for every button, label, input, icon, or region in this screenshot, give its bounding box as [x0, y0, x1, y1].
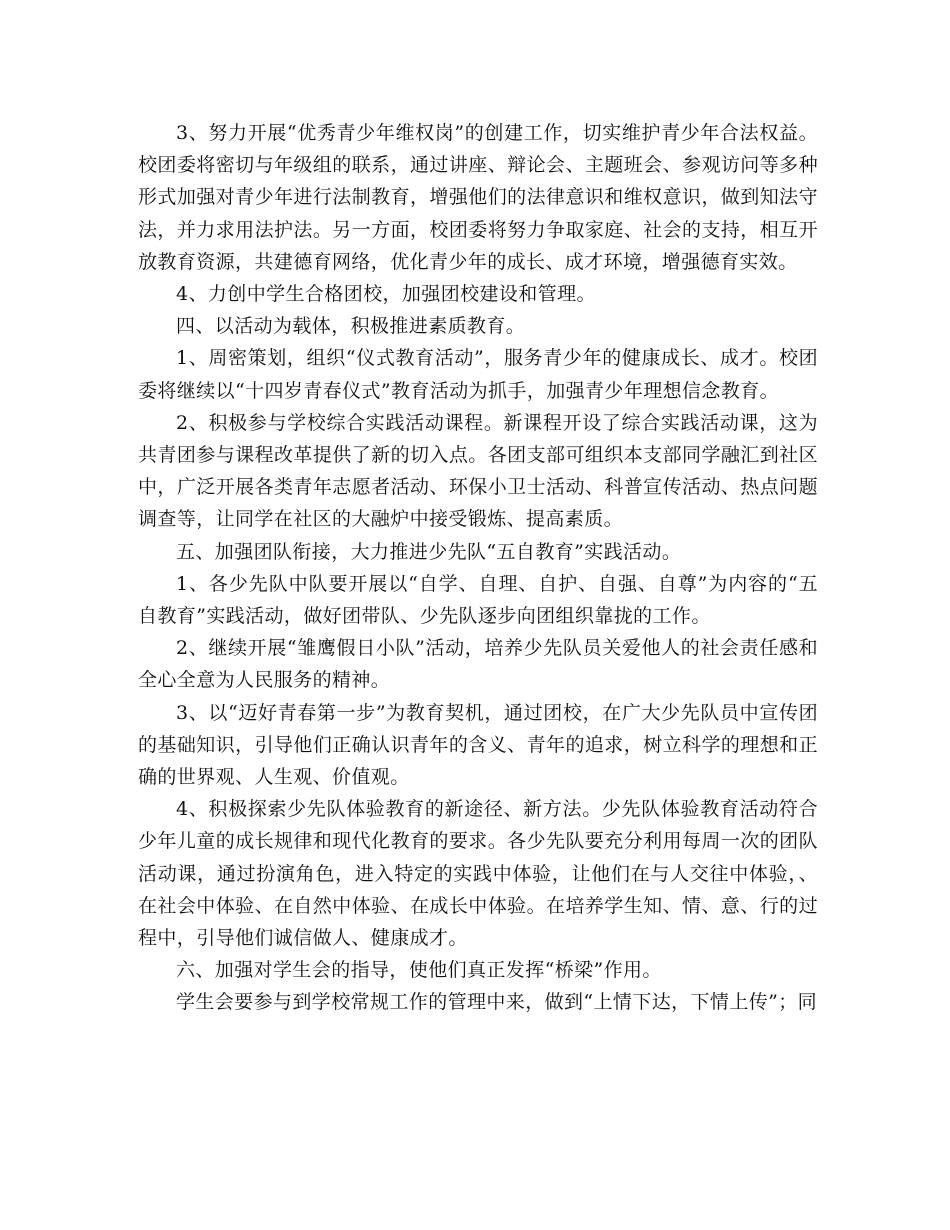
paragraph-eagle-team: 2、继续开展“雏鹰假日小队”活动，培养少先队员关爱他人的社会责任感和全心全意为人民服务的精神。: [138, 637, 818, 692]
paragraph-student-union: 学生会要参与到学校常规工作的管理中来，做到“上情下达，下情上传”；同: [176, 991, 818, 1014]
paragraph-first-step: 3、以“迈好青春第一步”为教育契机，通过团校，在广大少先队员中宣传团的基础知识，引导他们正确认识青年的含义、青年的追求，树立科学的理想和正确的世界观、人生观、价值观。: [138, 701, 818, 789]
paragraph-ceremony: 1、周密策划，组织“仪式教育活动”，服务青少年的健康成长、成才。校团委将继续以“十四岁青春仪式”教育活动为抓手，加强青少年理想信念教育。: [138, 347, 818, 402]
paragraph-five-self: 1、各少先队中队要开展以“自学、自理、自护、自强、自尊”为内容的“五自教育”实践活动，做好团带队、少先队逐步向团组织靠拢的工作。: [138, 572, 818, 628]
section-heading-five: 五、加强团队衔接，大力推进少先队“五自教育”实践活动。: [176, 540, 682, 563]
paragraph-practice-course: 2、积极参与学校综合实践活动课程。新课程开设了综合实践活动课，这为共青团参与课程改革提供了新的切入点。各团支部可组织本支部同学融汇到社区中，广泛开展各类青年志愿者活动、环保小卫士活动、科普宣传活动、热点问题调查等，让同学在社区的大融炉中接受锻炼、提高素质。: [138, 411, 818, 531]
paragraph-experience-education: 4、积极探索少先队体验教育的新途径、新方法。少先队体验教育活动符合少年儿童的成长规律和现代化教育的要求。各少先队要充分利用每周一次的团队活动课，通过扮演角色，进入特定的实践中体验，让他们在与人交往中体验，、在社会中体验、在自然中体验、在成长中体验。在培养学生知、情、意、行的过程中，引导他们诚信做人、健康成才。: [138, 798, 818, 950]
paragraph-youth-school: 4、力创中学生合格团校，加强团校建设和管理。: [176, 283, 596, 306]
section-heading-six: 六、加强对学生会的指导，使他们真正发挥“桥梁”作用。: [176, 959, 662, 982]
paragraph-youth-rights: 3、努力开展“优秀青少年维权岗”的创建工作，切实维护青少年合法权益。校团委将密切与年级组的联系，通过讲座、辩论会、主题班会、参观访问等多种形式加强对青少年进行法制教育，增强他们的法律意识和维权意识，做到知法守法，并力求用法护法。另一方面，校团委将努力争取家庭、社会的支持，相互开放教育资源，共建德育网络，优化青少年的成长、成才环境，增强德育实效。: [138, 122, 818, 273]
section-heading-four: 四、以活动为载体，积极推进素质教育。: [176, 315, 526, 338]
document-body: [138, 117, 818, 1019]
